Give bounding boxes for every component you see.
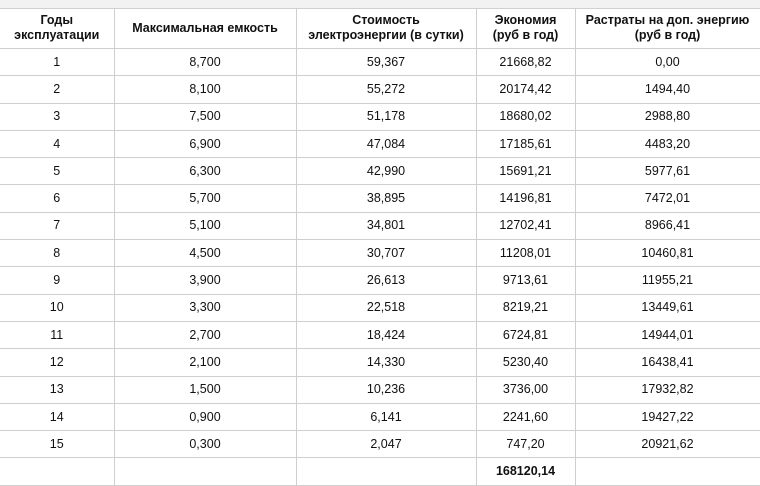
header-years[interactable]: Годы эксплуатации	[0, 8, 114, 49]
cell-savings[interactable]: 2241,60	[476, 403, 575, 430]
header-max-capacity[interactable]: Максимальная емкость	[114, 8, 296, 49]
cell-max-capacity[interactable]: 8,100	[114, 76, 296, 103]
table-row	[0, 403, 760, 430]
cell-extra-costs[interactable]: 16438,41	[575, 349, 760, 376]
cell-year[interactable]: 4	[0, 130, 114, 157]
cell-max-capacity[interactable]: 4,500	[114, 240, 296, 267]
cell-max-capacity[interactable]: 2,100	[114, 349, 296, 376]
cell-savings[interactable]: 18680,02	[476, 103, 575, 130]
table-row	[0, 349, 760, 376]
header-savings[interactable]: Экономия (руб в год)	[476, 8, 575, 49]
table-row	[0, 130, 760, 157]
cell-extra-costs[interactable]: 8966,41	[575, 212, 760, 239]
cell-max-capacity[interactable]: 6,900	[114, 130, 296, 157]
total-empty-cell[interactable]	[114, 458, 296, 485]
cell-max-capacity[interactable]: 6,300	[114, 158, 296, 185]
cell-electricity-cost[interactable]: 26,613	[296, 267, 476, 294]
cell-max-capacity[interactable]: 5,100	[114, 212, 296, 239]
cell-savings[interactable]: 17185,61	[476, 130, 575, 157]
cell-savings[interactable]: 8219,21	[476, 294, 575, 321]
cell-extra-costs[interactable]: 17932,82	[575, 376, 760, 403]
cell-savings[interactable]: 20174,42	[476, 76, 575, 103]
cell-year[interactable]: 10	[0, 294, 114, 321]
table-row	[0, 212, 760, 239]
cell-electricity-cost[interactable]: 59,367	[296, 49, 476, 76]
table-row	[0, 103, 760, 130]
cell-year[interactable]: 13	[0, 376, 114, 403]
cell-electricity-cost[interactable]: 6,141	[296, 403, 476, 430]
table-row	[0, 158, 760, 185]
cell-year[interactable]: 9	[0, 267, 114, 294]
cell-extra-costs[interactable]: 1494,40	[575, 76, 760, 103]
cell-extra-costs[interactable]: 10460,81	[575, 240, 760, 267]
cell-year[interactable]: 12	[0, 349, 114, 376]
cell-electricity-cost[interactable]: 38,895	[296, 185, 476, 212]
cell-extra-costs[interactable]: 7472,01	[575, 185, 760, 212]
cell-savings[interactable]: 3736,00	[476, 376, 575, 403]
table-row	[0, 294, 760, 321]
cell-extra-costs[interactable]: 19427,22	[575, 403, 760, 430]
cell-savings[interactable]: 5230,40	[476, 349, 575, 376]
cell-year[interactable]: 14	[0, 403, 114, 430]
cell-electricity-cost[interactable]: 30,707	[296, 240, 476, 267]
table-body	[0, 49, 760, 486]
cell-electricity-cost[interactable]: 51,178	[296, 103, 476, 130]
cell-savings[interactable]: 12702,41	[476, 212, 575, 239]
cell-savings[interactable]: 21668,82	[476, 49, 575, 76]
cell-electricity-cost[interactable]: 55,272	[296, 76, 476, 103]
cell-electricity-cost[interactable]: 22,518	[296, 294, 476, 321]
cell-year[interactable]: 11	[0, 321, 114, 348]
total-row	[0, 458, 760, 485]
cell-year[interactable]: 8	[0, 240, 114, 267]
cell-year[interactable]: 3	[0, 103, 114, 130]
cell-extra-costs[interactable]: 0,00	[575, 49, 760, 76]
cell-extra-costs[interactable]: 20921,62	[575, 431, 760, 458]
header-extra-energy-costs[interactable]: Растраты на доп. энергию (руб в год)	[575, 8, 760, 49]
cell-extra-costs[interactable]: 13449,61	[575, 294, 760, 321]
cell-max-capacity[interactable]: 8,700	[114, 49, 296, 76]
cell-extra-costs[interactable]: 5977,61	[575, 158, 760, 185]
total-empty-cell[interactable]	[0, 458, 114, 485]
table-row	[0, 321, 760, 348]
cell-electricity-cost[interactable]: 10,236	[296, 376, 476, 403]
cell-year[interactable]: 7	[0, 212, 114, 239]
cell-savings[interactable]: 6724,81	[476, 321, 575, 348]
cell-electricity-cost[interactable]: 47,084	[296, 130, 476, 157]
cell-year[interactable]: 5	[0, 158, 114, 185]
table-row	[0, 267, 760, 294]
cell-extra-costs[interactable]: 11955,21	[575, 267, 760, 294]
table-row	[0, 185, 760, 212]
cell-max-capacity[interactable]: 3,300	[114, 294, 296, 321]
table-row	[0, 376, 760, 403]
cell-max-capacity[interactable]: 1,500	[114, 376, 296, 403]
header-electricity-cost[interactable]: Стоимость электроэнергии (в сутки)	[296, 8, 476, 49]
cell-electricity-cost[interactable]: 34,801	[296, 212, 476, 239]
cell-max-capacity[interactable]: 2,700	[114, 321, 296, 348]
total-empty-cell[interactable]	[296, 458, 476, 485]
table-row	[0, 431, 760, 458]
cell-savings[interactable]: 15691,21	[476, 158, 575, 185]
header-row	[0, 8, 760, 49]
cell-max-capacity[interactable]: 3,900	[114, 267, 296, 294]
cell-savings[interactable]: 9713,61	[476, 267, 575, 294]
cell-savings[interactable]: 747,20	[476, 431, 575, 458]
data-table	[0, 8, 760, 486]
table-row	[0, 76, 760, 103]
cell-extra-costs[interactable]: 14944,01	[575, 321, 760, 348]
total-empty-cell[interactable]	[575, 458, 760, 485]
cell-extra-costs[interactable]: 2988,80	[575, 103, 760, 130]
cell-electricity-cost[interactable]: 2,047	[296, 431, 476, 458]
cell-year[interactable]: 2	[0, 76, 114, 103]
cell-year[interactable]: 6	[0, 185, 114, 212]
table-row	[0, 49, 760, 76]
table-row	[0, 240, 760, 267]
cell-max-capacity[interactable]: 7,500	[114, 103, 296, 130]
cell-electricity-cost[interactable]: 42,990	[296, 158, 476, 185]
cell-savings[interactable]: 14196,81	[476, 185, 575, 212]
cell-year[interactable]: 15	[0, 431, 114, 458]
cell-max-capacity[interactable]: 0,300	[114, 431, 296, 458]
cell-electricity-cost[interactable]: 14,330	[296, 349, 476, 376]
cell-savings[interactable]: 11208,01	[476, 240, 575, 267]
cell-max-capacity[interactable]: 0,900	[114, 403, 296, 430]
cell-max-capacity[interactable]: 5,700	[114, 185, 296, 212]
cell-electricity-cost[interactable]: 18,424	[296, 321, 476, 348]
cell-year[interactable]: 1	[0, 49, 114, 76]
cell-extra-costs[interactable]: 4483,20	[575, 130, 760, 157]
total-savings-cell[interactable]: 168120,14	[476, 458, 575, 485]
